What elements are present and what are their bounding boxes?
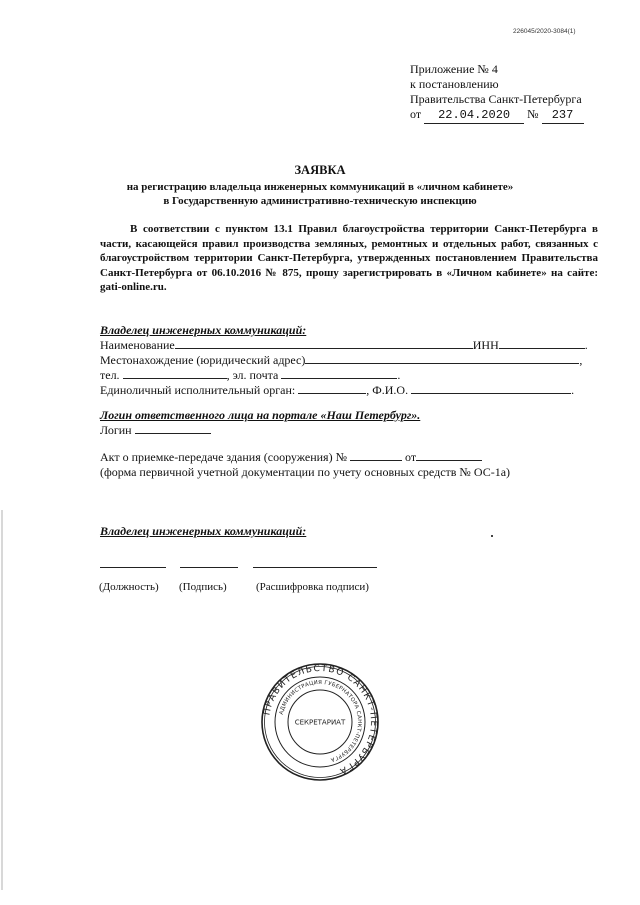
subtitle-line-1: на регистрацию владельца инженерных коммуникаций в «личном кабинете»	[126, 181, 514, 193]
login-section	[100, 408, 420, 438]
act-number-field[interactable]	[350, 450, 402, 461]
location-field[interactable]	[305, 353, 579, 364]
act-section	[100, 450, 510, 480]
name-row: Наименование ИНН .	[100, 338, 588, 352]
login-heading: Логин ответственного лица на портале «Наш Петербург».	[100, 408, 421, 422]
login-label: Логин	[100, 423, 132, 437]
secretariat-stamp	[260, 662, 380, 782]
email-field[interactable]	[281, 368, 397, 379]
number-sign: №	[527, 107, 539, 121]
act-from-label: от	[405, 450, 417, 464]
fio-label: , Ф.И.О.	[366, 383, 409, 397]
executive-row: Единоличный исполнительный орган: , Ф.И.О. .	[100, 383, 575, 397]
owner-heading: Владелец инженерных коммуникаций:	[100, 323, 307, 337]
decree-number: 237	[542, 108, 584, 124]
stamp-inner-text: АДМИНИСТРАЦИЯ ГУБЕРНАТОРА САНКТ-ПЕТЕРБУРГА	[278, 679, 363, 763]
fio-field[interactable]	[411, 383, 571, 394]
scan-margin-artifact	[1, 510, 3, 890]
signature-heading: Владелец инженерных коммуникаций:	[100, 524, 307, 538]
inn-label: ИНН	[472, 338, 499, 352]
request-body: В соответствии с пунктом 13.1 Правил благоустройства территории Санкт-Петербурга в части, касающейся правил производства земляных, ремонтных и отдельных работ, связанных с благоустройством территории Санкт-Петербурга, утвержденных постановлением Правительства Санкт-Петербурга от 06.10.2016 № 875, прошу зарегистрировать в «Личном кабинете» на сайте: gati-online.ru.	[100, 223, 598, 294]
inn-field[interactable]	[499, 338, 585, 349]
stamp-center-text: СЕКРЕТАРИАТ	[294, 718, 346, 727]
appendix-date-line	[410, 107, 584, 124]
scan-dot	[491, 535, 493, 537]
appendix-block	[410, 62, 584, 124]
email-label: , эл. почта	[226, 368, 279, 382]
executive-field[interactable]	[298, 383, 366, 394]
appendix-line-3: Правительства Санкт-Петербурга	[410, 92, 582, 106]
act-date-field[interactable]	[416, 450, 482, 461]
appendix-line-2: к постановлению	[410, 77, 499, 91]
name-field[interactable]	[175, 338, 473, 349]
appendix-line-1: Приложение № 4	[410, 62, 498, 76]
name-label: Наименование	[100, 338, 175, 352]
subtitle-line-2: в Государственную административно-техническую инспекцию	[163, 195, 477, 207]
date-prefix: от	[410, 107, 422, 121]
phone-label: тел.	[100, 368, 120, 382]
stamp-outer-text: ПРАВИТЕЛЬСТВО САНКТ-ПЕТЕРБУРГА	[262, 663, 379, 777]
act-label: Акт о приемке-передаче здания (сооружения) №	[100, 450, 348, 464]
executive-label: Единоличный исполнительный орган:	[100, 383, 296, 397]
position-caption: (Должность)	[99, 581, 159, 593]
decree-date: 22.04.2020	[424, 108, 524, 124]
transcript-caption: (Расшифровка подписи)	[256, 581, 369, 593]
position-line[interactable]	[100, 566, 166, 568]
owner-section	[100, 323, 600, 398]
transcript-line[interactable]	[253, 566, 377, 568]
phone-field[interactable]	[123, 368, 227, 379]
document-title: ЗАЯВКА	[294, 163, 346, 177]
login-row	[100, 423, 420, 438]
form-note: (форма первичной учетной документации по учету основных средств № ОС-1а)	[100, 465, 511, 479]
login-field[interactable]	[135, 423, 211, 434]
act-row	[100, 450, 510, 465]
location-row: Местонахождение (юридический адрес) ,	[100, 353, 583, 367]
location-label: Местонахождение (юридический адрес)	[100, 353, 306, 367]
signature-line[interactable]	[180, 566, 238, 568]
document-number: 226045/2020-3084(1)	[513, 28, 576, 35]
contacts-row: тел. , эл. почта .	[100, 368, 401, 382]
signature-caption: (Подпись)	[179, 581, 227, 593]
document-subtitle	[80, 180, 560, 208]
